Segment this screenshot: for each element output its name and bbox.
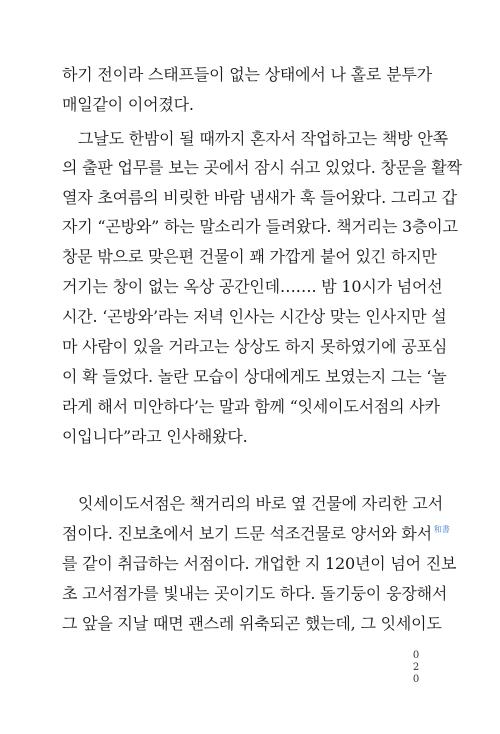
text-line: 매일같이 이어졌다. — [62, 95, 194, 114]
text-line: 초 고서점가를 빛내는 곳이기도 하다. 돌기둥이 웅장해서 — [62, 584, 448, 603]
text-line: 잇세이도서점은 책거리의 바로 옆 건물에 자리한 고서 — [78, 494, 443, 513]
text-line: 자기 “곤방와” 하는 말소리가 들려왔다. 책거리는 3층이고 — [62, 217, 458, 236]
text-line: 하기 전이라 스태프들이 없는 상태에서 나 홀로 분투가 — [62, 65, 432, 84]
text-line-content: 점이다. 진보초에서 보기 드문 석조건물로 양서와 화서 — [62, 524, 432, 543]
text-line: 의 출판 업무를 보는 곳에서 잠시 쉬고 있었다. 창문을 활짝 — [62, 158, 462, 177]
text-line: 이 확 들었다. 놀란 모습이 상대에게도 보였는지 그는 ‘놀 — [62, 367, 447, 386]
text-line: 거기는 창이 없는 옥상 공간인데……. 밤 10시가 넘어선 — [62, 277, 443, 296]
text-line — [62, 524, 450, 544]
text-line: 열자 초여름의 비릿한 바람 냄새가 훅 들어왔다. 그리고 갑 — [62, 188, 457, 207]
text-line: 그날도 한밤이 될 때까지 혼자서 작업하고는 책방 안쪽 — [78, 129, 448, 148]
text-line: 를 같이 취급하는 서점이다. 개업한 지 120년이 넘어 진보 — [62, 554, 457, 573]
page-number: 0 2 0 — [412, 650, 420, 685]
text-line: 창문 밖으로 맞은편 건물이 꽤 가깝게 붙어 있긴 하지만 — [62, 247, 437, 266]
text-line: 라게 해서 미안하다’는 말과 함께 “잇세이도서점의 사카 — [62, 397, 440, 416]
text-line: 그 앞을 지날 때면 괜스레 위축되곤 했는데, 그 잇세이도 — [62, 614, 442, 633]
text-line: 시간. ‘곤방와’라는 저녁 인사는 시간상 맞는 인사지만 설 — [62, 307, 447, 326]
text-line: 이입니다”라고 인사해왔다. — [62, 427, 248, 446]
text-line: 마 사람이 있을 거라고는 상상도 하지 못하였기에 공포심 — [62, 337, 448, 356]
annotation-note: 和書 — [433, 525, 450, 534]
